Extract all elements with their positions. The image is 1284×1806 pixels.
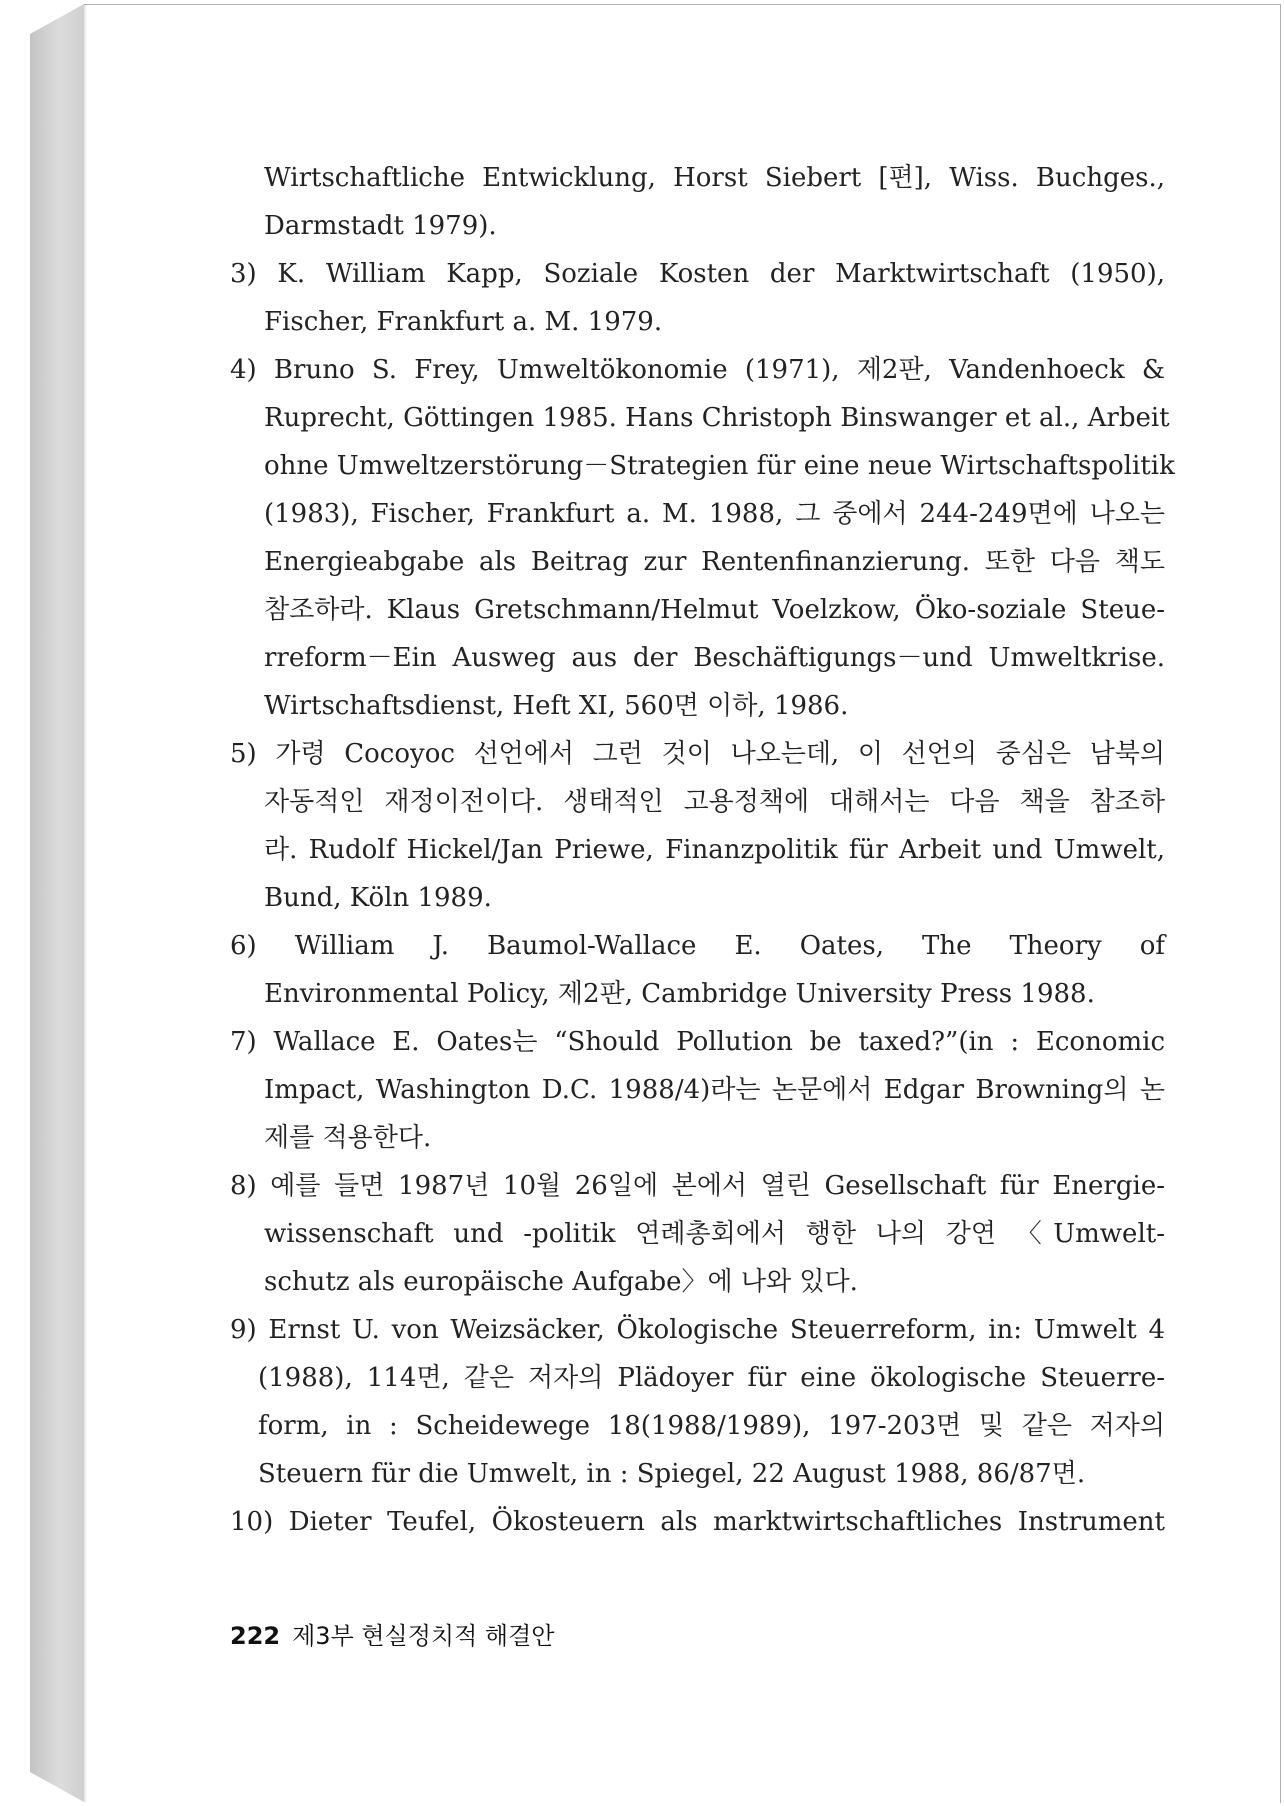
footnote-line: 3) K. William Kapp, Soziale Kosten der Marktwirtschaft (1950), [230,259,1165,289]
footnote-line: ohne Umweltzerstörung－Strategien für eine neue Wirtschaftspolitik [264,451,1175,481]
footnote-line: wissenschaft und -politik 연례총회에서 행한 나의 강연 〈Umwelt- [264,1219,1165,1249]
footnote-line: 8) 예를 들면 1987년 10월 26일에 본에서 열린 Gesellschaft für Energie- [230,1171,1165,1201]
footnote-line: 10) Dieter Teufel, Ökosteuern als marktwirtschaftliches Instrument [230,1507,1165,1537]
footnote-line: form, in : Scheidewege 18(1988/1989), 197-203면 및 같은 저자의 [258,1411,1165,1441]
page-edge-shadow [84,4,87,1802]
footnote-line: 참조하라. Klaus Gretschmann/Helmut Voelzkow, Öko-soziale Steue- [264,595,1165,625]
footnote-line: Bund, Köln 1989. [264,883,492,913]
footnote-line: schutz als europäische Aufgabe〉에 나와 있다. [264,1267,858,1297]
footnote-line: Ruprecht, Göttingen 1985. Hans Christoph Binswanger et al., Arbeit [264,403,1170,433]
footnote-line: (1983), Fischer, Frankfurt a. M. 1988, 그 중에서 244-249면에 나오는 [264,499,1165,529]
page-number: 222 [230,1622,281,1650]
running-title: 제3부 현실정치적 해결안 [292,1622,555,1650]
footnote-line: Energieabgabe als Beitrag zur Rentenfinanzierung. 또한 다음 책도 [264,547,1165,577]
footnote-line: Impact, Washington D.C. 1988/4)라는 논문에서 Edgar Browning의 논 [264,1075,1165,1105]
footnote-line: 6) William J. Baumol-Wallace E. Oates, The Theory of [230,931,1165,961]
footnote-line: 자동적인 재정이전이다. 생태적인 고용정책에 대해서는 다음 책을 참조하 [264,787,1165,817]
footnote-line: 제를 적용한다. [264,1123,432,1153]
footnote-line: 4) Bruno S. Frey, Umweltökonomie (1971), 제2판, Vandenhoeck & [230,355,1165,385]
page-footer [230,1616,554,1651]
footnote-line: 라. Rudolf Hickel/Jan Priewe, Finanzpolitik für Arbeit und Umwelt, [264,835,1165,865]
footnote-line: Wirtschaftliche Entwicklung, Horst Siebert [편], Wiss. Buchges., [264,163,1165,193]
footnote-line: 7) Wallace E. Oates는 “Should Pollution be taxed?”(in : Economic [230,1027,1165,1057]
footnote-line: Fischer, Frankfurt a. M. 1979. [264,307,663,337]
footnote-line: rreform－Ein Ausweg aus der Beschäftigungs－und Umweltkrise. [264,643,1165,673]
footnotes-block [230,154,1175,1546]
book-spine [30,4,84,1802]
footnote-line: Steuern für die Umwelt, in : Spiegel, 22 August 1988, 86/87면. [258,1459,1086,1489]
footnote-line: Darmstadt 1979). [264,211,497,241]
footnote-line: 5) 가령 Cocoyoc 선언에서 그런 것이 나오는데, 이 선언의 중심은 남북의 [230,739,1165,769]
footnote-line: (1988), 114면, 같은 저자의 Plädoyer für eine ökologische Steuerre- [258,1363,1165,1393]
footnote-line: Environmental Policy, 제2판, Cambridge University Press 1988. [264,979,1095,1009]
footnote-line: 9) Ernst U. von Weizsäcker, Ökologische Steuerreform, in: Umwelt 4 [230,1315,1165,1345]
footnote-line: Wirtschaftsdienst, Heft XI, 560면 이하, 1986. [264,691,849,721]
